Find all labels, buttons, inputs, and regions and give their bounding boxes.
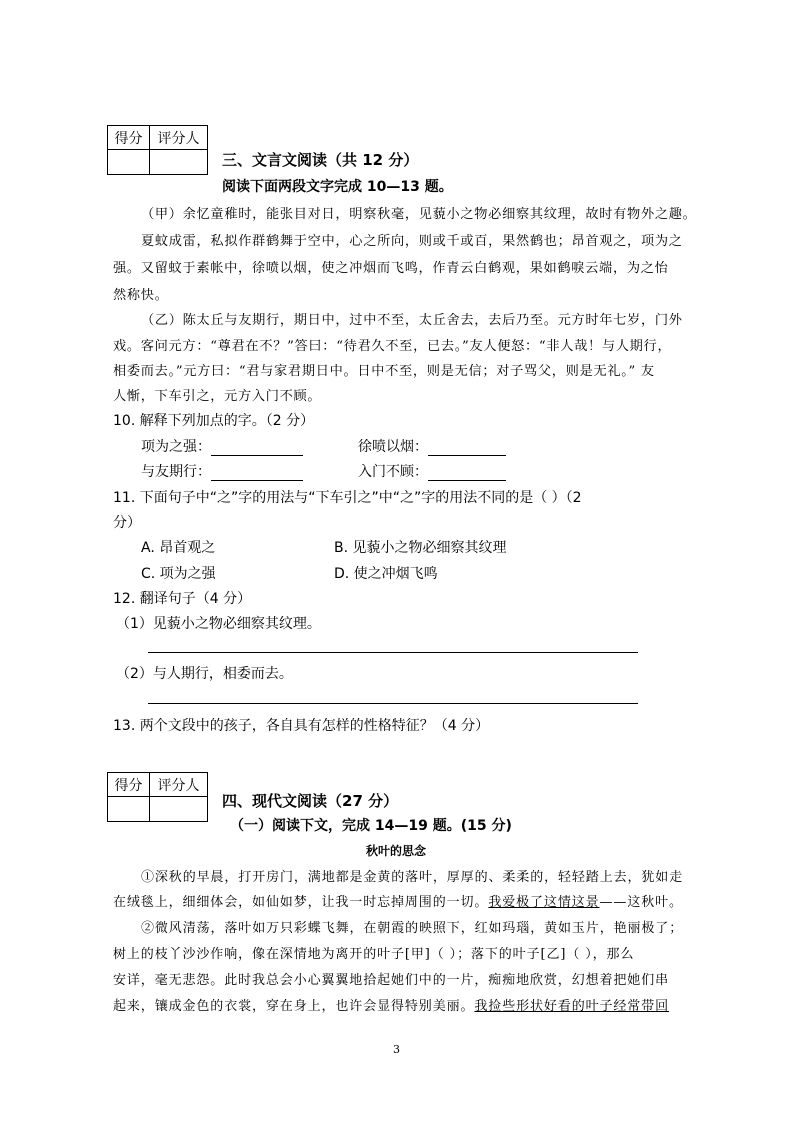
section3-instruction: 阅读下面两段文字完成 10—13 题。 bbox=[222, 179, 453, 195]
q11-option-a: A. 昂首观之 bbox=[141, 540, 216, 556]
article-text: 起来，镶成金色的衣裳，穿在身上，也许会显得特别美丽。 bbox=[113, 999, 475, 1014]
q13-stem: 13. 两个文段中的孩子，各自具有怎样的性格特征？（4 分） bbox=[113, 718, 490, 734]
passage-a-line: 夏蚊成雷，私拟作群鹤舞于空中，心之所向，则或千或百，果然鹤也；昂首观之，项为之 bbox=[141, 234, 683, 249]
q11-stem: 11. 下面句子中“之”字的用法与“下车引之”中“之”字的用法不同的是（ ）（2 bbox=[113, 490, 582, 506]
score-label: 得分 bbox=[108, 126, 150, 150]
underlined-phrase: 我爱极了这情这景 bbox=[488, 895, 600, 910]
article-text: 在绒毯上，细细体会，如仙如梦，让我一时忘掉周围的一切。 bbox=[113, 895, 489, 910]
answer-blank[interactable] bbox=[428, 466, 506, 481]
q12-sub1: （1）见藐小之物必细察其纹理。 bbox=[116, 616, 321, 632]
q10-item-label: 项为之强： bbox=[141, 439, 211, 455]
score-cell bbox=[108, 150, 150, 175]
q10-item bbox=[358, 461, 506, 481]
section4-score-table bbox=[107, 772, 208, 822]
answer-blank[interactable] bbox=[211, 466, 303, 481]
answer-line[interactable] bbox=[148, 652, 638, 653]
q10-item bbox=[358, 436, 506, 456]
article-title: 秋叶的思念 bbox=[366, 844, 427, 858]
passage-a-line: （甲）余忆童稚时，能张目对日，明察秋毫，见藐小之物必细察其纹理，故时有物外之趣。 bbox=[141, 207, 697, 222]
passage-b-line: 相委而去。”元方曰：“君与家君期日中。日中不至，则是无信；对子骂父，则是无礼。” 友 bbox=[113, 364, 655, 379]
page-number: 3 bbox=[393, 1043, 400, 1056]
q10-item-label: 徐喷以烟： bbox=[358, 439, 428, 455]
section4-title: 四、现代文阅读（27 分） bbox=[222, 792, 399, 810]
passage-b-line: （乙）陈太丘与友期行，期日中，过中不至，太丘舍去，去后乃至。元方时年七岁，门外 bbox=[141, 313, 683, 328]
passage-a-line: 然称快。 bbox=[113, 288, 169, 303]
article-line: ②微风清荡，落叶如万只彩蝶飞舞，在朝霞的映照下，红如玛瑙，黄如玉片，艳丽极了； bbox=[141, 921, 684, 936]
grader-cell bbox=[150, 150, 208, 175]
grader-cell bbox=[150, 797, 208, 822]
q12-stem: 12. 翻译句子（4 分） bbox=[113, 591, 252, 607]
passage-b-line: 戏。客问元方：“尊君在不？”答曰：“待君久不至，已去。”友人便怒：“非人哉！与人期行， bbox=[113, 339, 672, 354]
q11-stem-cont: 分） bbox=[113, 515, 141, 531]
article-line: 树上的枝丫沙沙作响，像在深情地为离开的叶子[甲]（ ）；落下的叶子[乙]（ ），那么 bbox=[113, 947, 635, 962]
underlined-phrase: 我捡些形状好看的叶子经常带回 bbox=[474, 999, 670, 1014]
answer-blank[interactable] bbox=[211, 441, 303, 456]
q10-item-label: 与友期行： bbox=[141, 464, 211, 480]
article-line: ①深秋的早晨，打开房门，满地都是金黄的落叶，厚厚的、柔柔的，轻轻踏上去，犹如走 bbox=[141, 870, 684, 885]
section3-title: 三、文言文阅读（共 12 分） bbox=[222, 151, 419, 169]
section4-subtitle: （一）阅读下文，完成 14—19 题。(15 分) bbox=[230, 818, 512, 834]
q10-item-label: 入门不顾： bbox=[358, 464, 428, 480]
passage-a-line: 强。又留蚊于素帐中，徐喷以烟，使之冲烟而飞鸣，作青云白鹤观，果如鹤唳云端，为之怡 bbox=[113, 261, 669, 276]
article-line bbox=[113, 891, 683, 910]
q11-option-b: B. 见藐小之物必细察其纹理 bbox=[334, 540, 507, 556]
q11-option-d: D. 使之冲烟飞鸣 bbox=[334, 566, 438, 582]
score-label: 得分 bbox=[108, 773, 150, 797]
grader-label: 评分人 bbox=[150, 773, 208, 797]
grader-label: 评分人 bbox=[150, 126, 208, 150]
article-line: 安详，毫无悲怨。此时我总会小心翼翼地拾起她们中的一片，痴痴地欣赏，幻想着把她们串 bbox=[113, 973, 670, 988]
answer-line[interactable] bbox=[148, 703, 638, 704]
section3-score-table bbox=[107, 125, 208, 175]
article-text: ——这秋叶。 bbox=[599, 895, 683, 910]
q10-item bbox=[141, 461, 303, 481]
score-cell bbox=[108, 797, 150, 822]
q12-sub2: （2）与人期行，相委而去。 bbox=[116, 666, 293, 682]
answer-blank[interactable] bbox=[428, 441, 506, 456]
passage-b-line: 人惭，下车引之，元方入门不顾。 bbox=[113, 389, 322, 404]
article-line bbox=[113, 995, 669, 1014]
q10-stem: 10. 解释下列加点的字。（2 分） bbox=[113, 413, 315, 429]
q10-item bbox=[141, 436, 303, 456]
q11-option-c: C. 项为之强 bbox=[141, 566, 216, 582]
